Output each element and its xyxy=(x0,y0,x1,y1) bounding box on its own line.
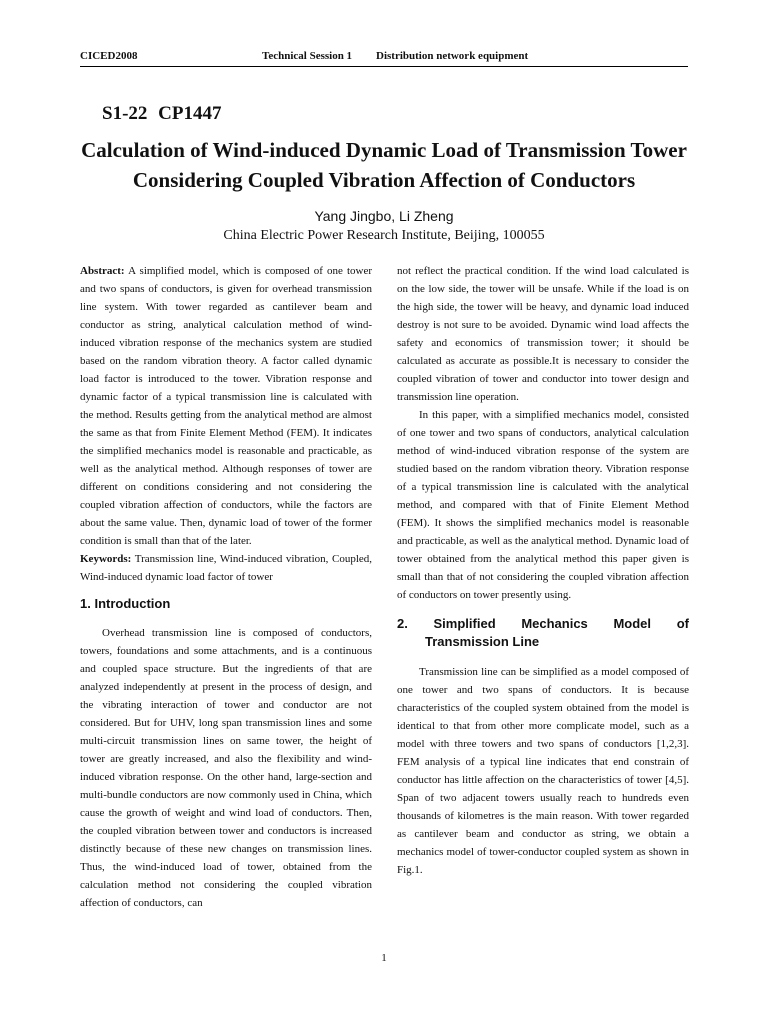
right-column xyxy=(397,262,689,879)
page-number: 1 xyxy=(381,952,387,964)
header-session: Technical Session 1 xyxy=(262,50,353,62)
section2-heading-line1 xyxy=(397,615,689,633)
section2-heading xyxy=(397,615,689,651)
section1-paragraph2: In this paper, with a simplified mechanics model, consisted of one tower and two spans of conductors, analytical calculation method of wind-induced vibration response of the system are studied based on the random vibration theory. Vibration response of a typical transmission line is calculated with the analytical method, and compared with that of Finite Element Method (FEM). It shows the simplified mechanics model is reasonable and practicable, as well as the analytical method. Dynamic load of tower obtained from the analytical method this paper given is small than that of not considering the coupled vibration affection of conductors on tower presently using. xyxy=(397,409,689,601)
paper-affiliation: China Electric Power Research Institute, Beijing, 100055 xyxy=(223,228,545,243)
keywords-text: Transmission line, Wind-induced vibration, Coupled, Wind-induced dynamic load factor of tower xyxy=(80,553,373,583)
section2-heading-word1: Simplified xyxy=(433,616,496,631)
keywords-label: Keywords: xyxy=(80,553,132,565)
section2-heading-word3: Model xyxy=(613,616,652,631)
section1-paragraph1: Overhead transmission line is composed of conductors, towers, foundations and some attachments, and is a continuous and coupled space structure. But the ingredients of that are analyzed independently at present in the process of design, and the vibrating interaction of tower and conductor are not considered. But for UHV, long span transmission lines and some multi-circuit transmission lines on same tower, the height of tower are greatly increased, and also the flexibility and wind-induced vibration response. On the other hand, large-section and multi-bundle conductors are now commonly used in China, which cause the growth of weight and wind load of conductors. Then, the coupled vibration between tower and conductors is increased distinctly because of these new changes on transmission lines. Thus, the wind-induced load of tower, obtained from the calculation method not considering the coupled vibration affection of conductors, can xyxy=(80,627,372,909)
header-conference: CICED2008 xyxy=(80,50,138,62)
section2-paragraph1: Transmission line can be simplified as a model composed of one tower and two spans of conductors. It is because characteristics of the coupled system obtained from the model is identical to that from other more complicate model, such as a model with three towers and two spans of conductors [1,2,3]. FEM analysis of a typical line indicates that end constrain of conductor has little affection on the characteristics of tower [4,5]. Span of two adjacent towers usually reach to hundreds even thousands of kilometres is the main reason. With tower regarded as cantilever beam and conductor as string, we obtain a mechanics model of tower-conductor coupled system as shown in Fig.1. xyxy=(397,666,689,876)
abstract-text: A simplified model, which is composed of one tower and two spans of conductors, is given for overhead transmission line system. With tower regarded as cantilever beam and conductor as string, analytical calculation method of wind-induced vibration response of the mechanics system are studied based on the random vibration theory. A factor called dynamic load factor is introduced to the tower. Vibration response and dynamic factor of a typical transmission line is calculated with the method. Results getting from the analytical method are almost the same as that from Finite Element Method (FEM). It indicates the simplified mechanics model is reasonable and practicable, as well as the analytical method. Although responses of tower are different on conditions considering and not considering the coupled vibration affection of conductors, while the factors are about the same value. Then, dynamic load of tower of the former condition is small than that of the later. xyxy=(80,265,372,547)
paper-title-line1: Calculation of Wind-induced Dynamic Load of Transmission Tower xyxy=(81,138,687,162)
paper-title-line2: Considering Coupled Vibration Affection of Conductors xyxy=(132,168,636,192)
header-topic: Distribution network equipment xyxy=(376,50,529,62)
header-rule xyxy=(80,66,688,67)
paper-authors: Yang Jingbo, Li Zheng xyxy=(314,208,454,224)
section1-heading: 1. Introduction xyxy=(80,596,171,611)
section2-heading-word2: Mechanics xyxy=(521,616,588,631)
paper-session-id: S1-22 CP1447 xyxy=(102,103,222,124)
section2-heading-line2: Transmission Line xyxy=(425,634,540,649)
left-column xyxy=(80,262,372,912)
keywords-paragraph xyxy=(80,550,372,586)
section2-heading-word4: of xyxy=(676,616,689,631)
section1-paragraph1-continued: not reflect the practical condition. If the wind load calculated is on the low side, the tower will be unsafe. While if the load is on the high side, the tower will be heavy, and dynamic load induced destroy is not sure to be avoided. Dynamic wind load affects the safety and economics of transmission tower; it should be calculated as accurate as possible.It is necessary to consider the coupled vibration of tower and conductor into tower design and transmission line operation. xyxy=(397,265,689,403)
abstract-paragraph xyxy=(80,262,372,550)
abstract-label: Abstract: xyxy=(80,265,125,277)
section2-number: 2. xyxy=(397,616,408,631)
